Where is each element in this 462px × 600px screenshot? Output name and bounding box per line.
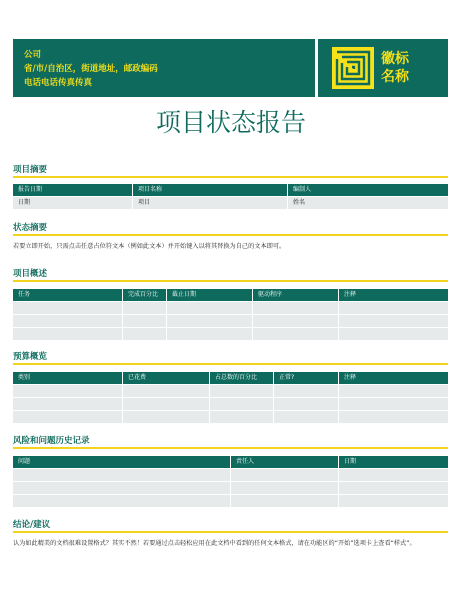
- budget-cell[interactable]: [13, 411, 123, 423]
- risks-header-cell: 责任人: [231, 456, 339, 468]
- risks-table: [13, 456, 448, 507]
- budget-row: [13, 384, 448, 397]
- budget-heading: 预算概览: [13, 352, 48, 362]
- overview-cell[interactable]: [167, 302, 253, 314]
- budget-row: [13, 397, 448, 410]
- risks-row: [13, 494, 448, 507]
- overview-header-row: [13, 289, 448, 301]
- overview-cell[interactable]: [253, 315, 339, 327]
- overview-cell[interactable]: [253, 302, 339, 314]
- overview-header-cell: 任务: [13, 289, 123, 301]
- overview-cell[interactable]: [123, 315, 167, 327]
- conclusion-heading: 结论/建议: [13, 520, 51, 530]
- budget-header-cell: 类别: [13, 372, 123, 384]
- risks-header-cell: 问题: [13, 456, 231, 468]
- risks-heading: 风险和问题历史记录: [13, 436, 90, 446]
- summary-heading: 项目摘要: [13, 165, 48, 175]
- company-address: 省/市/自治区，街道地址，邮政编码: [24, 64, 158, 74]
- risks-row: [13, 468, 448, 481]
- risks-cell[interactable]: [339, 482, 448, 494]
- budget-header-cell: 占总数的百分比: [210, 372, 274, 384]
- overview-cell[interactable]: [167, 328, 253, 340]
- budget-cell[interactable]: [339, 385, 448, 397]
- risks-cell[interactable]: [231, 495, 339, 507]
- conclusion-rule: [13, 531, 448, 533]
- logo-line-2: 名称: [381, 69, 409, 85]
- budget-cell[interactable]: [274, 411, 339, 423]
- budget-table: [13, 372, 448, 423]
- summary-rule: [13, 176, 448, 178]
- status-text[interactable]: 若要立即开始，只需点击任意占位符文本（例如此文本）并开始键入以将其替换为自己的文本即可。: [13, 243, 286, 250]
- budget-cell[interactable]: [13, 398, 123, 410]
- risks-header-row: [13, 456, 448, 468]
- risks-header-cell: 日期: [344, 458, 357, 465]
- maze-logo-icon: [332, 47, 374, 89]
- risks-cell[interactable]: [231, 469, 339, 481]
- overview-header-cell: 完成百分比: [123, 289, 167, 301]
- conclusion-text[interactable]: 认为如此精美的文档很难设置格式？其实不然！若要通过点击轻松应用在此文档中看到的任何文本格式，请在功能区的“开始”选项卡上查看“样式”。: [13, 540, 416, 547]
- budget-cell[interactable]: [13, 385, 123, 397]
- budget-cell[interactable]: [210, 411, 274, 423]
- budget-header-cell: 注释: [344, 374, 357, 381]
- budget-cell[interactable]: [123, 411, 210, 423]
- risks-cell[interactable]: [13, 469, 231, 481]
- overview-cell[interactable]: [13, 328, 123, 340]
- budget-cell[interactable]: [123, 385, 210, 397]
- summary-header-row: [13, 184, 448, 196]
- summary-date-cell[interactable]: 日期: [13, 197, 133, 209]
- budget-cell[interactable]: [274, 398, 339, 410]
- overview-cell[interactable]: [339, 302, 448, 314]
- logo-line-1: 徽标: [381, 51, 409, 67]
- risks-cell[interactable]: [231, 482, 339, 494]
- risks-cell[interactable]: [339, 469, 448, 481]
- company-name: 公司: [24, 50, 42, 60]
- budget-cell[interactable]: [339, 411, 448, 423]
- budget-header-row: [13, 372, 448, 384]
- overview-header-cell: 截止日期: [167, 289, 253, 301]
- company-phone-fax: 电话电话传真传真: [24, 78, 93, 88]
- overview-cell[interactable]: [123, 328, 167, 340]
- risks-row: [13, 481, 448, 494]
- overview-heading: 项目概述: [13, 269, 48, 279]
- overview-cell[interactable]: [13, 315, 123, 327]
- logo-name: [381, 50, 409, 86]
- overview-cell[interactable]: [253, 328, 339, 340]
- summary-header-cell: 项目名称: [133, 184, 288, 196]
- overview-row: [13, 327, 448, 340]
- budget-cell[interactable]: [210, 385, 274, 397]
- overview-cell[interactable]: [339, 328, 448, 340]
- overview-rule: [13, 280, 448, 282]
- budget-cell[interactable]: [210, 398, 274, 410]
- overview-row: [13, 314, 448, 327]
- summary-header-cell: 报告日期: [13, 184, 133, 196]
- budget-cell[interactable]: [274, 385, 339, 397]
- summary-table: [13, 184, 448, 209]
- risks-rule: [13, 447, 448, 449]
- budget-cell[interactable]: [123, 398, 210, 410]
- budget-row: [13, 410, 448, 423]
- overview-row: [13, 301, 448, 314]
- report-title: 项目状态报告: [155, 108, 306, 137]
- budget-header-cell: 正常?: [274, 372, 339, 384]
- budget-rule: [13, 363, 448, 365]
- status-heading: 状态摘要: [13, 223, 48, 233]
- logo-block: [315, 39, 448, 97]
- overview-header-cell: 驱动程序: [253, 289, 339, 301]
- header-banner: [13, 39, 448, 97]
- overview-header-cell: 注释: [344, 291, 357, 298]
- overview-cell[interactable]: [167, 315, 253, 327]
- company-info: [24, 48, 314, 90]
- risks-cell[interactable]: [13, 482, 231, 494]
- summary-author-cell[interactable]: 姓名: [293, 199, 306, 206]
- risks-cell[interactable]: [13, 495, 231, 507]
- summary-data-row: [13, 196, 448, 209]
- summary-header-cell: 编制人: [293, 186, 312, 193]
- overview-cell[interactable]: [13, 302, 123, 314]
- budget-header-cell: 已花费: [123, 372, 210, 384]
- summary-project-cell[interactable]: 项目: [133, 197, 288, 209]
- risks-cell[interactable]: [339, 495, 448, 507]
- status-rule: [13, 234, 448, 236]
- overview-cell[interactable]: [123, 302, 167, 314]
- budget-cell[interactable]: [339, 398, 448, 410]
- overview-cell[interactable]: [339, 315, 448, 327]
- overview-table: [13, 289, 448, 340]
